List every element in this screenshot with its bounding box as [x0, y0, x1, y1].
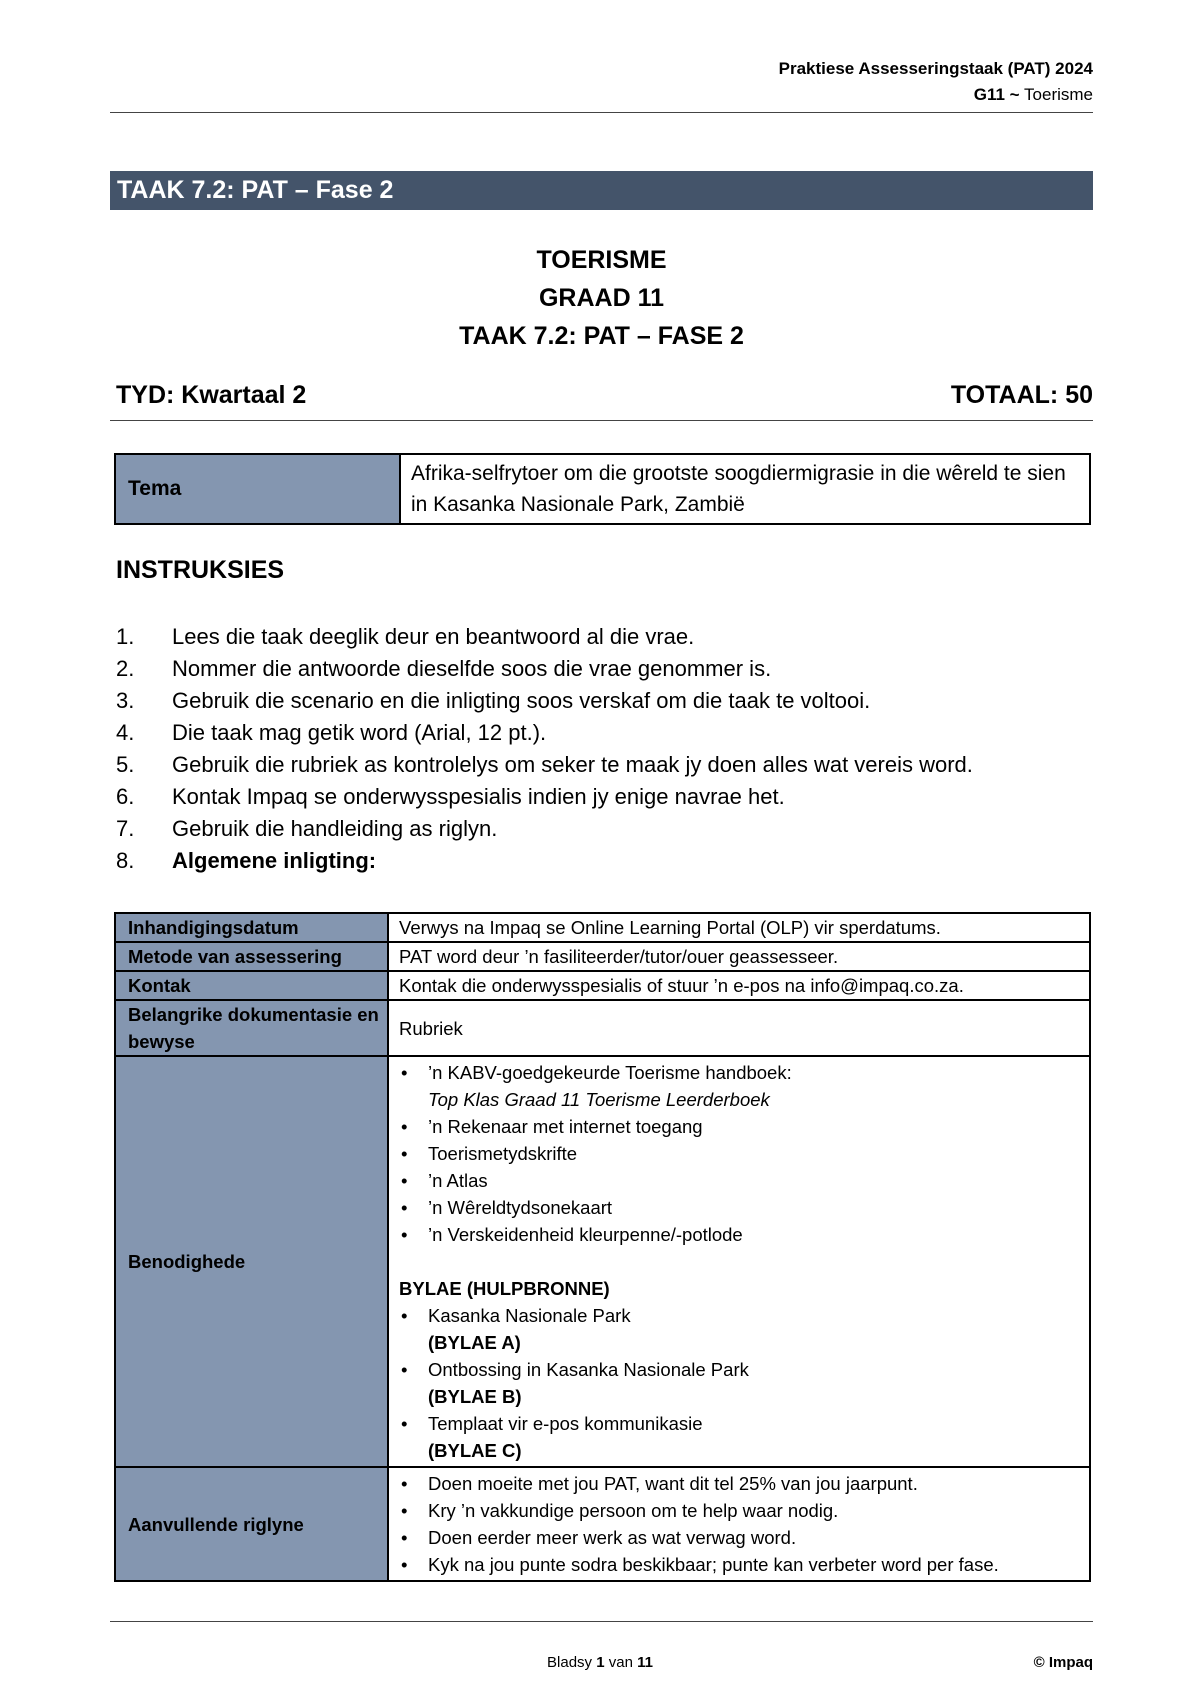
- annex-list: [399, 1302, 1079, 1464]
- list-item: • Doen eerder meer werk as wat verwag word.: [399, 1524, 1079, 1551]
- table-row: [115, 1467, 1090, 1581]
- requirements-label: Benodighede: [115, 1056, 388, 1467]
- time-label: TYD: Kwartaal 2: [116, 381, 307, 409]
- title-divider: [110, 420, 1093, 421]
- list-item: • ’n Verskeidenheid kleurpenne/-potlode: [399, 1221, 1079, 1248]
- table-row: [115, 971, 1090, 1000]
- list-item: • Templaat vir e-pos kommunikasie (BYLAE C): [399, 1410, 1079, 1464]
- list-item: • ’n Atlas: [399, 1167, 1079, 1194]
- guidelines-label: Aanvullende riglyne: [115, 1467, 388, 1581]
- instructions-list: [116, 621, 973, 877]
- list-item: • ’n Rekenaar met internet toegang: [399, 1113, 1079, 1140]
- copyright: © Impaq: [1033, 1654, 1093, 1671]
- table-row: [115, 913, 1090, 942]
- document-title: Praktiese Assesseringstaak (PAT) 2024: [778, 59, 1093, 78]
- section-title-bar: TAAK 7.2: PAT – Fase 2: [110, 171, 1093, 210]
- list-item: • Toerismetydskrifte: [399, 1140, 1079, 1167]
- method-value: PAT word deur ’n fasiliteerder/tutor/ouer geassesseer.: [388, 942, 1090, 971]
- title-subject: TOERISME: [536, 246, 667, 274]
- title-block: [110, 241, 1093, 355]
- documents-label: Belangrike dokumentasie en bewyse: [115, 1000, 388, 1056]
- grade-subject: [779, 82, 1093, 108]
- list-item: 6. Kontak Impaq se onderwysspesialis indien jy enige navrae het.: [116, 784, 785, 809]
- footer-divider: [110, 1621, 1093, 1622]
- title-task: TAAK 7.2: PAT – FASE 2: [459, 322, 744, 350]
- contact-value: Kontak die onderwysspesialis of stuur ’n e-pos na info@impaq.co.za.: [388, 971, 1090, 1000]
- page-number: Bladsy 1 van 11: [547, 1654, 653, 1671]
- contact-label: Kontak: [115, 971, 388, 1000]
- documents-value: Rubriek: [388, 1000, 1090, 1056]
- requirements-list: [399, 1059, 1079, 1248]
- list-item: • Kasanka Nasionale Park (BYLAE A): [399, 1302, 1079, 1356]
- list-item: • Doen moeite met jou PAT, want dit tel 25% van jou jaarpunt.: [399, 1470, 1079, 1497]
- page-header: [779, 56, 1093, 108]
- title-grade: GRAAD 11: [538, 284, 665, 312]
- due-date-value: Verwys na Impaq se Online Learning Portal (OLP) vir sperdatums.: [388, 913, 1090, 942]
- list-item: 8. Algemene inligting:: [116, 848, 377, 873]
- guidelines-value: [388, 1467, 1090, 1581]
- guidelines-list: [399, 1470, 1079, 1578]
- theme-label: Tema: [115, 454, 400, 524]
- list-item: • ’n KABV-goedgekeurde Toerisme handboek: Top Klas Graad 11 Toerisme Leerderboek: [399, 1059, 1079, 1113]
- subject-name: Toerisme: [1024, 85, 1093, 104]
- theme-row: [115, 454, 1090, 524]
- list-item: 4. Die taak mag getik word (Arial, 12 pt.).: [116, 720, 547, 745]
- list-item: 3. Gebruik die scenario en die inligting soos verskaf om die taak te voltooi.: [116, 688, 871, 713]
- table-row: [115, 1000, 1090, 1056]
- general-info-table: [114, 912, 1091, 1582]
- total-label: TOTAAL: 50: [950, 381, 1093, 409]
- instructions-heading: INSTRUKSIES: [116, 556, 285, 584]
- theme-table: [114, 453, 1091, 525]
- list-item: • Kyk na jou punte sodra beskikbaar; punte kan verbeter word per fase.: [399, 1551, 1079, 1578]
- annex-heading: BYLAE (HULPBRONNE): [399, 1278, 610, 1299]
- list-item: 2. Nommer die antwoorde dieselfde soos die vrae genommer is.: [116, 656, 772, 681]
- list-item: • ’n Wêreldtydsonekaart: [399, 1194, 1079, 1221]
- list-item: 7. Gebruik die handleiding as riglyn.: [116, 816, 498, 841]
- method-label: Metode van assessering: [115, 942, 388, 971]
- table-row: [115, 942, 1090, 971]
- list-item: • Ontbossing in Kasanka Nasionale Park (BYLAE B): [399, 1356, 1079, 1410]
- list-item: 5. Gebruik die rubriek as kontrolelys om seker te maak jy doen alles wat vereis word.: [116, 752, 973, 777]
- grade-code: G11 ~: [973, 85, 1020, 104]
- theme-value: Afrika-selfrytoer om die grootste soogdiermigrasie in die wêreld te sien in Kasanka Nasionale Park, Zambië: [400, 454, 1090, 524]
- list-item: • Kry ’n vakkundige persoon om te help waar nodig.: [399, 1497, 1079, 1524]
- table-row: [115, 1056, 1090, 1467]
- due-date-label: Inhandigingsdatum: [115, 913, 388, 942]
- spacer: [399, 1248, 1079, 1275]
- list-item: 1. Lees die taak deeglik deur en beantwoord al die vrae.: [116, 624, 695, 649]
- header-divider: [110, 112, 1093, 113]
- requirements-value: [388, 1056, 1090, 1467]
